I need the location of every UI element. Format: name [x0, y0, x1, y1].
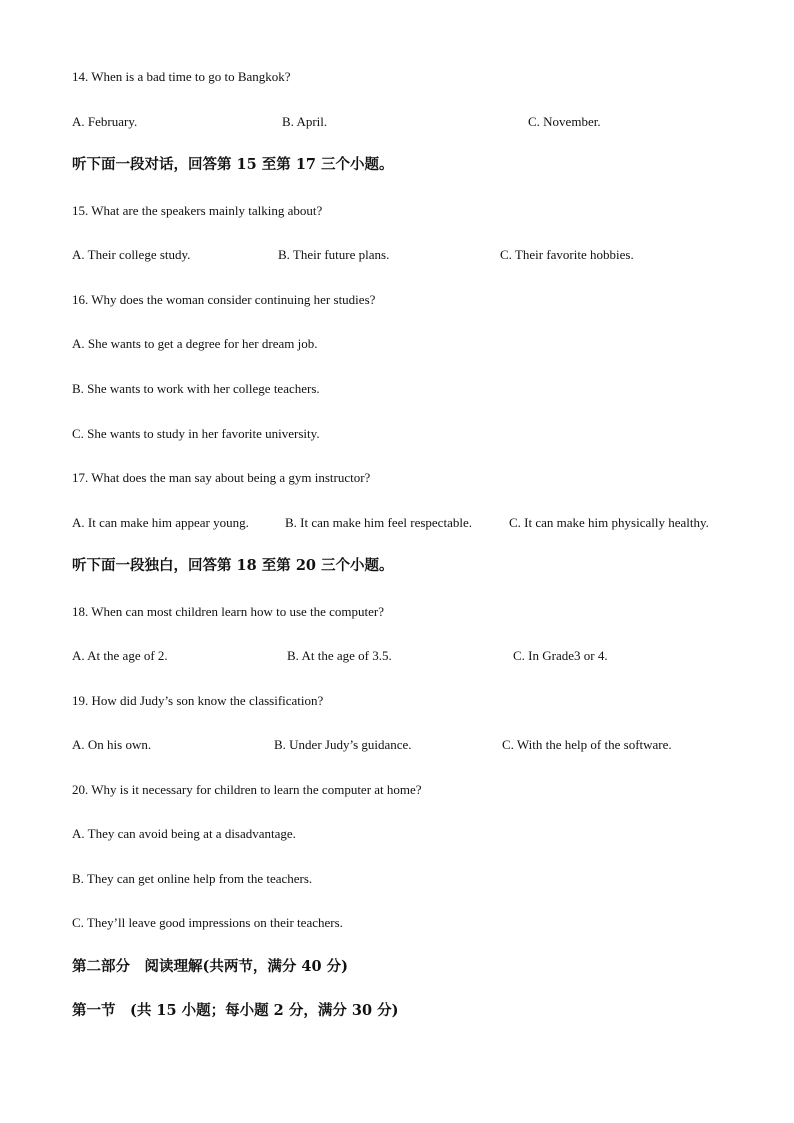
- question-14-options: [72, 114, 732, 130]
- option-a: A. On his own.: [72, 737, 152, 752]
- option-b: B. At the age of 3.5.: [287, 648, 392, 663]
- option-a: A. Their college study.: [72, 247, 191, 262]
- option-c: C. She wants to study in her favorite university.: [72, 426, 320, 441]
- option-c: C. With the help of the software.: [502, 737, 672, 752]
- question-18: 18. When can most children learn how to use the computer?: [72, 604, 385, 619]
- question-19: 19. How did Judy’s son know the classification?: [72, 693, 324, 708]
- option-c: C. Their favorite hobbies.: [500, 247, 634, 262]
- option-b: B. Under Judy’s guidance.: [274, 737, 412, 752]
- section-heading-15-17: 听下面一段对话，回答第 15 至第 17 三个小题。: [72, 156, 394, 173]
- question-16: 16. Why does the woman consider continuing her studies?: [72, 292, 376, 307]
- option-a: A. They can avoid being at a disadvantage.: [72, 826, 296, 841]
- option-b: B. She wants to work with her college teachers.: [72, 381, 320, 396]
- question-20: 20. Why is it necessary for children to learn the computer at home?: [72, 782, 422, 797]
- question-15: 15. What are the speakers mainly talking about?: [72, 203, 323, 218]
- section-heading-18-20: 听下面一段独白，回答第 18 至第 20 三个小题。: [72, 557, 394, 574]
- option-a: A. February.: [72, 114, 138, 129]
- option-b: B. It can make him feel respectable.: [285, 515, 472, 530]
- option-c: C. It can make him physically healthy.: [509, 515, 709, 530]
- question-17: 17. What does the man say about being a gym instructor?: [72, 470, 371, 485]
- option-a: A. At the age of 2.: [72, 648, 168, 663]
- option-a: A. She wants to get a degree for her dream job.: [72, 336, 318, 351]
- question-18-options: [72, 648, 732, 664]
- option-b: B. April.: [282, 114, 328, 129]
- question-19-options: [72, 737, 732, 753]
- option-b: B. Their future plans.: [278, 247, 390, 262]
- question-14: 14. When is a bad time to go to Bangkok?: [72, 69, 291, 84]
- section-one-heading: 第一节 (共 15 小题；每小题 2 分，满分 30 分): [72, 1002, 399, 1019]
- option-a: A. It can make him appear young.: [72, 515, 249, 530]
- option-c: C. They’ll leave good impressions on their teachers.: [72, 915, 343, 930]
- option-b: B. They can get online help from the teachers.: [72, 871, 313, 886]
- option-c: C. In Grade3 or 4.: [513, 648, 608, 663]
- part-two-heading: 第二部分 阅读理解(共两节，满分 40 分): [72, 958, 348, 975]
- option-c: C. November.: [528, 114, 601, 129]
- question-15-options: [72, 247, 732, 263]
- question-17-options: [72, 515, 732, 531]
